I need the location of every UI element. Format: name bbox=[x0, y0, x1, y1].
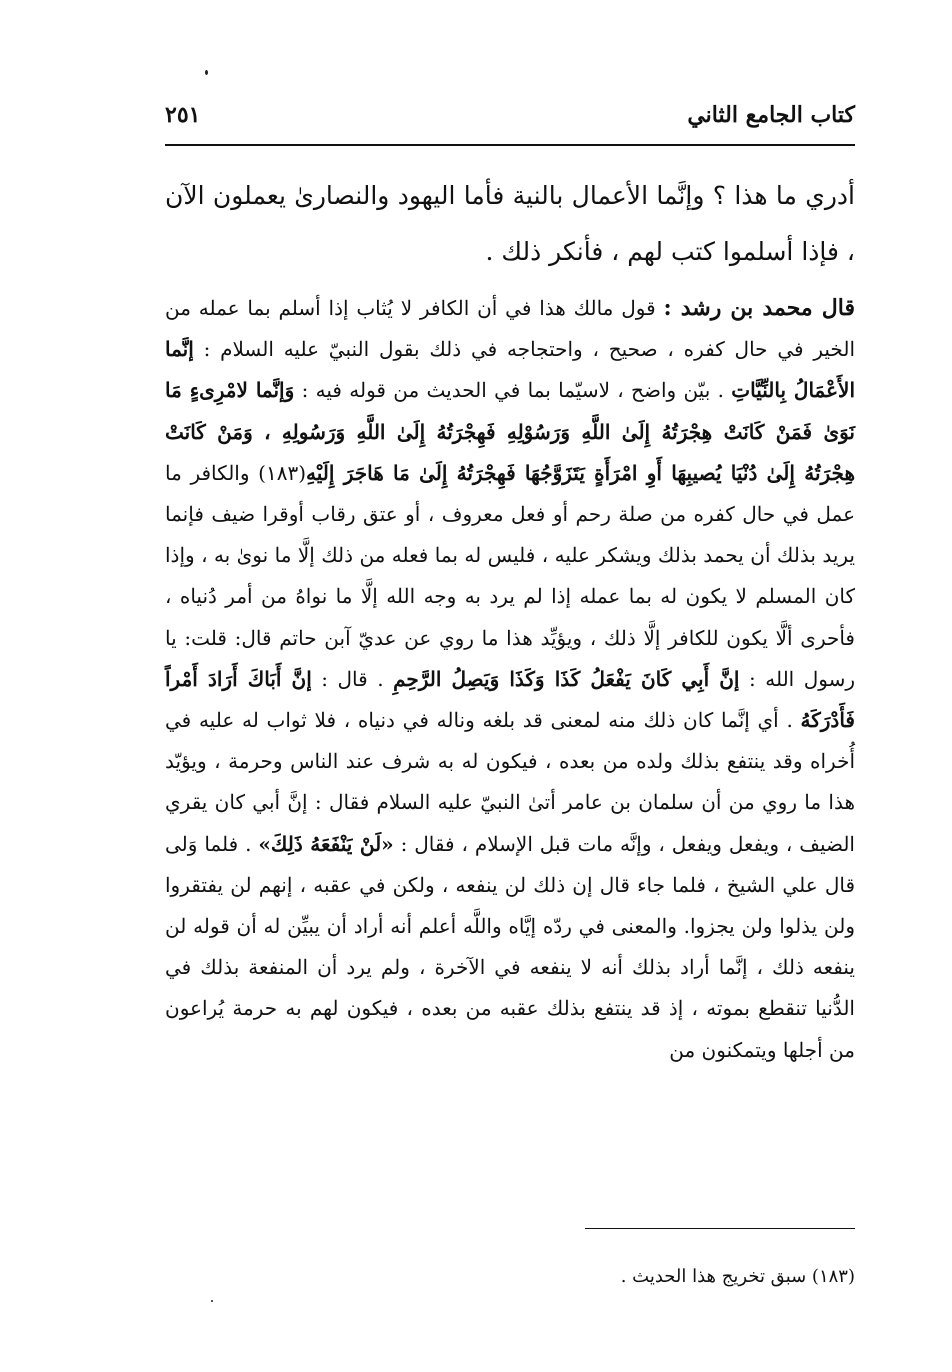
text-segment: . فلما وَلى قال علي الشيخ ، فلما جاء قال إن ذلك لن ينفعه ، ولكن في عقبه ، إنهم لن يفتقروا ولن يذلوا ولن يجزوا. والمعنى في ردّه إيَّاه واللَّه أعلم أنه أراد أن يبيِّن له أن قوله لن ينفعه ذلك ، إنَّما أراد بذلك أنه لا ينفعه في الآخرة ، ولم يرد أن المنفعة بذلك في الدُّنيا تنقطع بموته ، إذ قد ينتفع بذلك عقبه من بعده ، فيكون لهم به حرمة يُراعون من أجلها ويتمكنون من bbox=[165, 831, 856, 1062]
running-title: كتاب الجامع الثاني bbox=[687, 102, 855, 128]
text-segment: والكافر ما عمل في حال كفره من صلة رحم أو فعل معروف ، أو عتق رقاب أوقرا ضيف فإنما يريد بذلك أن يحمد بذلك ويشكر عليه ، فليس له بما فعله من ذلك إلَّا ما نوىٰ به ، وإذا كان المسلم لا يكون له بما عمله إذا لم يرد به وجه الله إلَّا ما نواهُ من أمر دُنياه ، فأحرى ألَّا يكون للكافر إلَّا ذلك ، ويؤيِّد هذا ما روي عن عديّ آبن حاتم قال: قلت: يا رسول الله : bbox=[165, 460, 856, 691]
hadith-quote: إنَّ أَبِي كَانَ يَفْعَلُ كَذَا وَكَذَا وَيَصِلُ الرَّحِمِ bbox=[393, 666, 740, 691]
speaker-label: قال محمد بن رشد : bbox=[663, 295, 855, 321]
scan-speck bbox=[211, 1300, 213, 1302]
text-segment: قول مالك هذا في أن الكافر لا يُثاب إذا أسلم بما عمله من الخير في حال كفره ، صحيح ، واحتجاجه في ذلك بقول النبيّ عليه السلام : bbox=[165, 296, 855, 362]
text-segment: . قال : bbox=[311, 666, 394, 691]
hadith-quote: وَإنَّما لامْرِىءٍ مَا نَوَىٰ فَمَنْ كَانَتْ هِجْرَتُهُ إِلَىٰ اللَّهِ وَرَسُوْلِهِ فَهِجْرَتُهُ إِلَىٰ اللَّهِ وَرَسُولِهِ ، وَمَنْ كَانَتْ هِجْرَتُهُ إِلَىٰ دُنْيَا يُصيبِهَا أَوِ امْرَأَةٍ يَتَزَوَّجُهَا فَهِجْرَتُهُ إِلَىٰ مَا هَاجَرَ إِلَيْهِ bbox=[165, 378, 855, 485]
footnote: (١٨٣) سبق تخريج هذا الحديث . bbox=[620, 1266, 855, 1287]
text-segment: . بيّن واضح ، لاسيّما بما في الحديث من قوله فيه : bbox=[294, 378, 732, 403]
text-segment: . أي إنَّما كان ذلك منه لمعنى قد بلغه وناله في دنياه ، فلا ثواب له عليه في أُخراه وقد ينتفع بذلك ولده من بعده ، فيكون له به شرف عند الناس وحرمة ، ويؤيّد هذا ما روي من أن سلمان بن عامر أتىٰ النبيّ عليه السلام فقال : إنَّ أبي كان يقري الضيف ، ويفعل ويفعل ، وإنَّه مات قبل الإسلام ، فقال : bbox=[165, 708, 855, 856]
footnote-divider bbox=[585, 1228, 855, 1229]
paragraph-commentary bbox=[165, 288, 855, 1071]
scan-speck bbox=[205, 70, 208, 75]
page-header bbox=[165, 96, 855, 146]
page-number: ٢٥١ bbox=[165, 102, 201, 128]
paragraph-intro: أدري ما هذا ؟ وإنَّما الأعمال بالنية فأما اليهود والنصارىٰ يعملون الآن ، فإذا أسلموا كتب لهم ، فأنكر ذلك . bbox=[165, 181, 855, 266]
hadith-quote: إنَّ أَبَاكَ أَرَادَ أَمْراً فَأَدْرَكَهُ bbox=[165, 666, 855, 733]
footnote-reference: (١٨٣) bbox=[258, 460, 307, 485]
hadith-quote: «لَنْ يَنْفَعَهُ ذَلِكَ» bbox=[258, 831, 394, 856]
body-text bbox=[165, 168, 855, 1071]
hadith-quote: إنَّما الأَعْمَالُ بِالنِّيَّاتِ bbox=[165, 337, 856, 403]
